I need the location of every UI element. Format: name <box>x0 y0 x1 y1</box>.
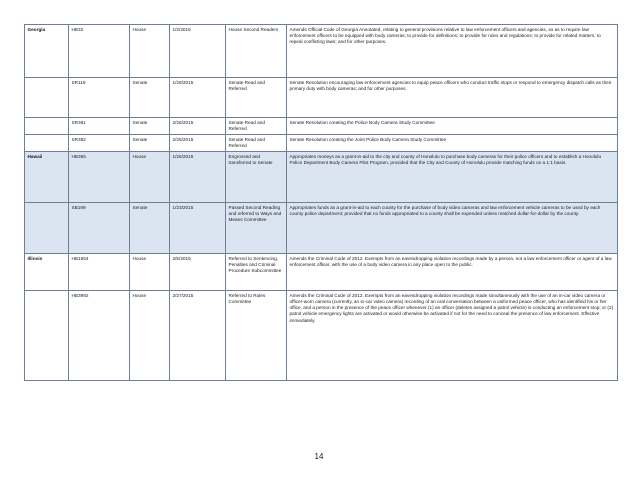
summary-cell: Senate Resolution creating the Joint Police Body Camera Study Committee <box>287 135 618 152</box>
status-cell: House Second Readers <box>226 25 287 78</box>
summary-cell: Amends the Criminal Code of 2012. Exempts from an eavesdropping violation recordings made by a person, not a law enforcement officer or agent of a law enforcement officer, with the use of a body video camera in any place open to the public. <box>287 254 618 291</box>
bill-cell: SR119 <box>69 78 130 118</box>
summary-cell: Senate Resolution creating the Police Body Camera Study Committee <box>287 118 618 135</box>
chamber-cell: House <box>130 152 170 203</box>
table-row <box>25 118 618 135</box>
chamber-cell: House <box>130 291 170 381</box>
status-cell: Senate Read and Referred <box>226 135 287 152</box>
state-cell: Illinois <box>25 254 69 291</box>
state-cell: Georgia <box>25 25 69 78</box>
summary-cell: Appropriates funds as a grant-in-aid to each county for the purchase of body video cameras and law enforcement vehicle cameras to be used by each county police department; provided that no funds appropriated to a county shall be expended unless matched dollar-for-dollar by the county. <box>287 203 618 254</box>
status-cell: Senate Read and Referred <box>226 118 287 135</box>
state-cell: Hawaii <box>25 152 69 203</box>
state-cell <box>25 135 69 152</box>
date-cell: 1/23/2015 <box>170 203 226 254</box>
date-cell: 1/29/2015 <box>170 78 226 118</box>
date-cell: 1/2/2015 <box>170 25 226 78</box>
summary-cell: Appropriates moneys as a grant-in-aid to the city and county of Honolulu to purchase body cameras for their police officers and to establish a Honolulu Police Department Body Camera Pilot Program, provided that the City and County of Honolulu provide matching funds on a 1:1 basis. <box>287 152 618 203</box>
table-row <box>25 78 618 118</box>
bill-cell: SR382 <box>69 135 130 152</box>
table-row <box>25 291 618 381</box>
date-cell: 2/25/2015 <box>170 118 226 135</box>
body-camera-legislation-table <box>24 24 618 381</box>
chamber-cell: House <box>130 25 170 78</box>
summary-cell: Amends Official Code of Georgia Annotated, relating to general provisions relative to law enforcement officers and agencies, so as to require law enforcement officers to be equipped with body cameras; to provide for definitions; to provide for rules and regulations; to provide for related matters; to repeal conflicting laws; and for other purposes. <box>287 25 618 78</box>
date-cell: 2/6/2015 <box>170 254 226 291</box>
bill-cell: SB199 <box>69 203 130 254</box>
state-cell <box>25 118 69 135</box>
chamber-cell: Senate <box>130 203 170 254</box>
status-cell: Referred to Rules Committee <box>226 291 287 381</box>
chamber-cell: Senate <box>130 78 170 118</box>
summary-cell: Amends the Criminal Code of 2012. Exempts from an eavesdropping violation recordings made simultaneously with the use of an in-car video camera or officer-worn camera (currently, an in-car video camera) recording of an oral conversation between a uniformed peace officer, who has identified his or her office, and a person in the presence of the peace officer whenever (1) an officer (deletes assigned a patrol vehicle) is conducting an enforcement stop; or (2) patrol vehicle emergency lights are activated or would otherwise be activated if not for the need to conceal the presence of law enforcement. Effective immediately. <box>287 291 618 381</box>
state-cell <box>25 203 69 254</box>
status-cell: Senate Read and Referred <box>226 78 287 118</box>
chamber-cell: Senate <box>130 135 170 152</box>
state-cell <box>25 78 69 118</box>
bill-cell: HB1554 <box>69 254 130 291</box>
date-cell: 2/25/2015 <box>170 135 226 152</box>
table-row <box>25 135 618 152</box>
table-row <box>25 203 618 254</box>
status-cell: Passed Second Reading and referred to Ways and Means Committee <box>226 203 287 254</box>
bill-cell: HB32 <box>69 25 130 78</box>
bill-cell: HB365 <box>69 152 130 203</box>
summary-cell: Senate Resolution encouraging law enforcement agencies to equip peace officers who conduct traffic stops or respond to emergency dispatch calls as their primary duty with body cameras; and for other purposes. <box>287 78 618 118</box>
state-cell <box>25 291 69 381</box>
bill-cell: HB3992 <box>69 291 130 381</box>
date-cell: 1/26/2015 <box>170 152 226 203</box>
table-row <box>25 152 618 203</box>
chamber-cell: House <box>130 254 170 291</box>
date-cell: 2/27/2015 <box>170 291 226 381</box>
status-cell: Engrossed and transferred to Senate <box>226 152 287 203</box>
chamber-cell: Senate <box>130 118 170 135</box>
legislation-page <box>24 24 617 381</box>
status-cell: Referred to Sentencing, Penalties and Criminal Procedure Subcommittee <box>226 254 287 291</box>
table-row <box>25 25 618 78</box>
page-number: 14 <box>314 452 324 461</box>
table-row <box>25 254 618 291</box>
bill-cell: SR381 <box>69 118 130 135</box>
